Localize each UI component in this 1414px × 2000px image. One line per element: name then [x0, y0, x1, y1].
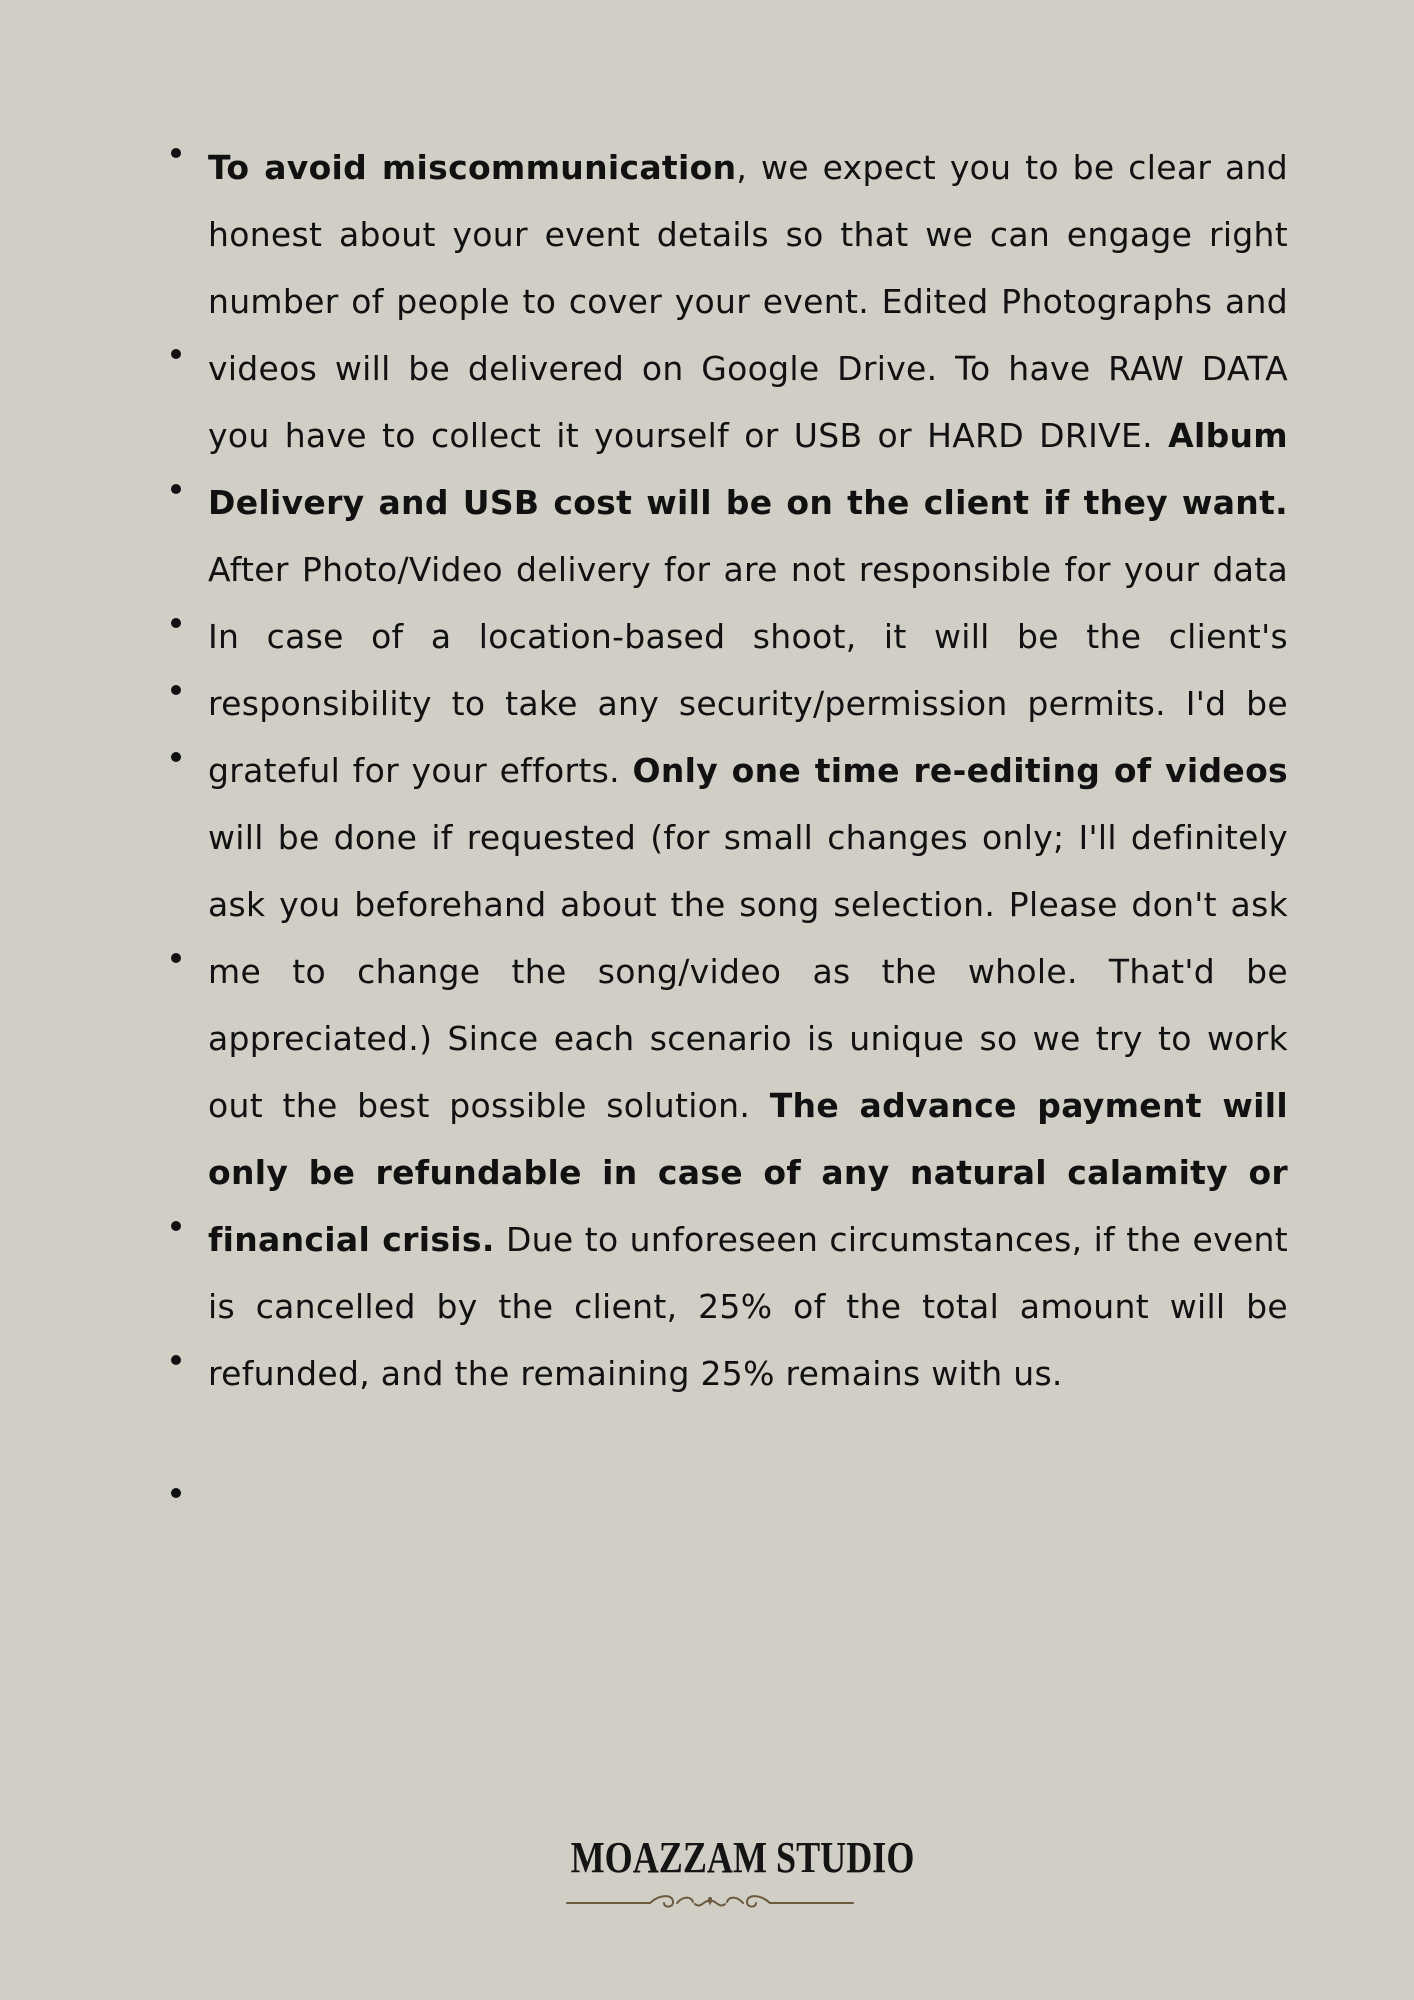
bullet-marker — [171, 349, 181, 359]
bullet-marker — [171, 1355, 181, 1365]
bullet-marker — [171, 953, 181, 963]
terms-paragraph — [208, 134, 1288, 1407]
bullet-marker — [171, 685, 181, 695]
logo-wordmark: MOAZZAM STUDIO — [570, 1833, 915, 1882]
bullet-marker — [171, 148, 181, 158]
bullet-column — [0, 0, 200, 1600]
flourish-ornament-icon — [565, 1890, 855, 1916]
bold-text-segment: To avoid miscommunication — [208, 148, 737, 187]
text-segment: Due to unforeseen circumstances, if the event is cancelled by the client, 25% of the total amount will be refunded, and the remaining 25% remains with us. — [208, 1220, 1289, 1393]
text-segment: After Photo/Video delivery for are not responsible for your data In case of a location-based shoot, it will be the client's responsibility to take any security/permission permits. I'd be grateful for your efforts. — [208, 550, 1288, 790]
bullet-marker — [171, 618, 181, 628]
bullet-marker — [171, 484, 181, 494]
bold-text-segment: The advance payment will only be refundable in case of any natural calamity or financial crisis. — [208, 1086, 1288, 1259]
bold-text-segment: Album Delivery and USB cost will be on the client if they want. — [208, 416, 1288, 522]
text-segment: , we expect you to be clear and honest about your event details so that we can engage right number of people to cover your event. Edited Photographs and videos will be delivered on Google Drive. To have RAW DATA you have to collect it yourself or USB or HARD DRIVE. — [208, 148, 1288, 455]
studio-logo — [540, 1830, 915, 1930]
bullet-marker — [171, 1221, 181, 1231]
bold-text-segment: Only one time re-editing of videos — [632, 751, 1288, 790]
bullet-marker — [171, 1488, 181, 1498]
text-segment: will be done if requested (for small changes only; I'll definitely ask you beforehand about the song selection. Please don't ask me to change the song/video as the whole. That'd be appreciated.) Since each scenario is unique so we try to work out the best possible solution. — [208, 818, 1288, 1125]
bullet-marker — [171, 752, 181, 762]
